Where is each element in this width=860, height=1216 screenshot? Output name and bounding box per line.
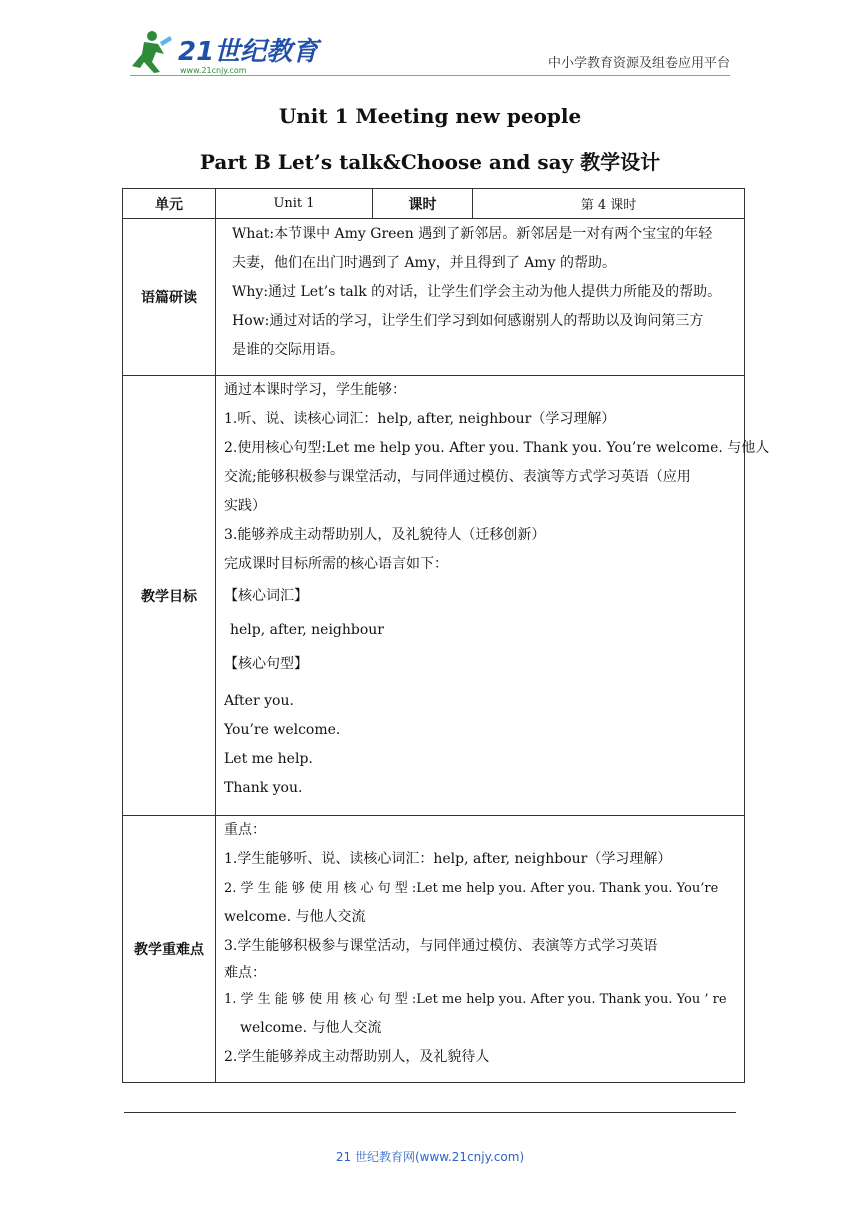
logo: [130, 28, 319, 78]
objective-line: 完成课时目标所需的核心语言如下：: [224, 556, 448, 572]
objective-line: 3.能够养成主动帮助别人，及礼貌待人（迁移创新）: [224, 527, 546, 543]
core-vocab-words: help, after, neighbour: [230, 622, 384, 638]
core-sentence-heading: 【核心句型】: [224, 656, 308, 672]
key-point-line: welcome. 与他人交流: [224, 909, 366, 925]
logo-text: 21世纪教育: [178, 37, 319, 67]
core-vocab-heading: 【核心词汇】: [224, 588, 308, 604]
header-divider: [130, 75, 730, 76]
unit-label: 单元: [123, 189, 216, 219]
runner-icon: [132, 31, 172, 73]
text-analysis-line: 是谁的交际用语。: [232, 342, 344, 358]
core-sentence: Let me help.: [224, 751, 313, 767]
objective-line: 通过本课时学习，学生能够：: [224, 382, 406, 398]
difficulty-line: welcome. 与他人交流: [240, 1020, 382, 1036]
objectives-label: 教学目标: [123, 376, 216, 816]
table-row-text-analysis: [123, 219, 745, 376]
key-point-line: 3.学生能够积极参与课堂活动，与同伴通过模仿、表演等方式学习英语: [224, 938, 658, 954]
key-points-content: [216, 816, 745, 1083]
key-point-line: 重点：: [224, 822, 266, 838]
text-analysis-label: 语篇研读: [123, 219, 216, 376]
difficulty-line: 2.学生能够养成主动帮助别人，及礼貌待人: [224, 1049, 490, 1065]
text-analysis-line: Why:通过 Let’s talk 的对话，让学生们学会主动为他人提供力所能及的帮助。: [232, 284, 722, 300]
logo-url: www.21cnjy.com: [180, 66, 247, 75]
core-sentence: After you.: [224, 693, 294, 709]
lesson-plan-table: [122, 188, 770, 1083]
footer-link[interactable]: 21 世纪教育网(www.21cnjy.com): [335, 1150, 525, 1164]
table-row-unit: [123, 189, 745, 219]
lesson-label: 课时: [373, 189, 473, 219]
page-header: [0, 0, 860, 80]
unit-value: Unit 1: [216, 189, 373, 219]
objective-line: 实践）: [224, 498, 266, 514]
difficulty-heading: 难点：: [224, 965, 266, 981]
objective-line: 2.使用核心句型:Let me help you. After you. Thank you. You’re welcome. 与他人: [224, 440, 770, 456]
text-analysis-content: [216, 219, 745, 376]
text-analysis-line: What:本节课中 Amy Green 遇到了新邻居。新邻居是一对有两个宝宝的年轻: [232, 226, 713, 242]
key-point-line: 1.学生能够听、说、读核心词汇：help, after, neighbour（学习理解）: [224, 851, 672, 867]
page-title: Unit 1 Meeting new people: [278, 104, 582, 128]
table-row-key-points: [123, 816, 745, 1083]
objectives-content: [216, 376, 770, 816]
table-row-objectives: [123, 376, 745, 816]
difficulty-line: 1. 学 生 能 够 使 用 核 心 句 型 :Let me help you. After you. Thank you. You ’ re: [224, 992, 727, 1007]
text-analysis-line: How:通过对话的学习，让学生们学习到如何感谢别人的帮助以及询问第三方: [232, 313, 704, 329]
text-analysis-line: 夫妻，他们在出门时遇到了 Amy，并且得到了 Amy 的帮助。: [232, 255, 616, 271]
header-platform-text: 中小学教育资源及组卷应用平台: [547, 56, 730, 71]
objective-line: 1.听、说、读核心词汇：help, after, neighbour（学习理解）: [224, 411, 616, 427]
footer-divider: [124, 1112, 736, 1113]
core-sentence: Thank you.: [224, 780, 303, 796]
key-point-line: 2. 学 生 能 够 使 用 核 心 句 型 :Let me help you. After you. Thank you. You’re: [224, 881, 719, 896]
core-sentence: You’re welcome.: [224, 722, 341, 738]
key-points-label: 教学重难点: [123, 816, 216, 1083]
objective-line: 交流;能够积极参与课堂活动，与同伴通过模仿、表演等方式学习英语（应用: [224, 469, 691, 485]
page-subtitle: Part B Let’s talk&Choose and say 教学设计: [199, 150, 661, 174]
lesson-value: 第 4 课时: [473, 189, 745, 219]
